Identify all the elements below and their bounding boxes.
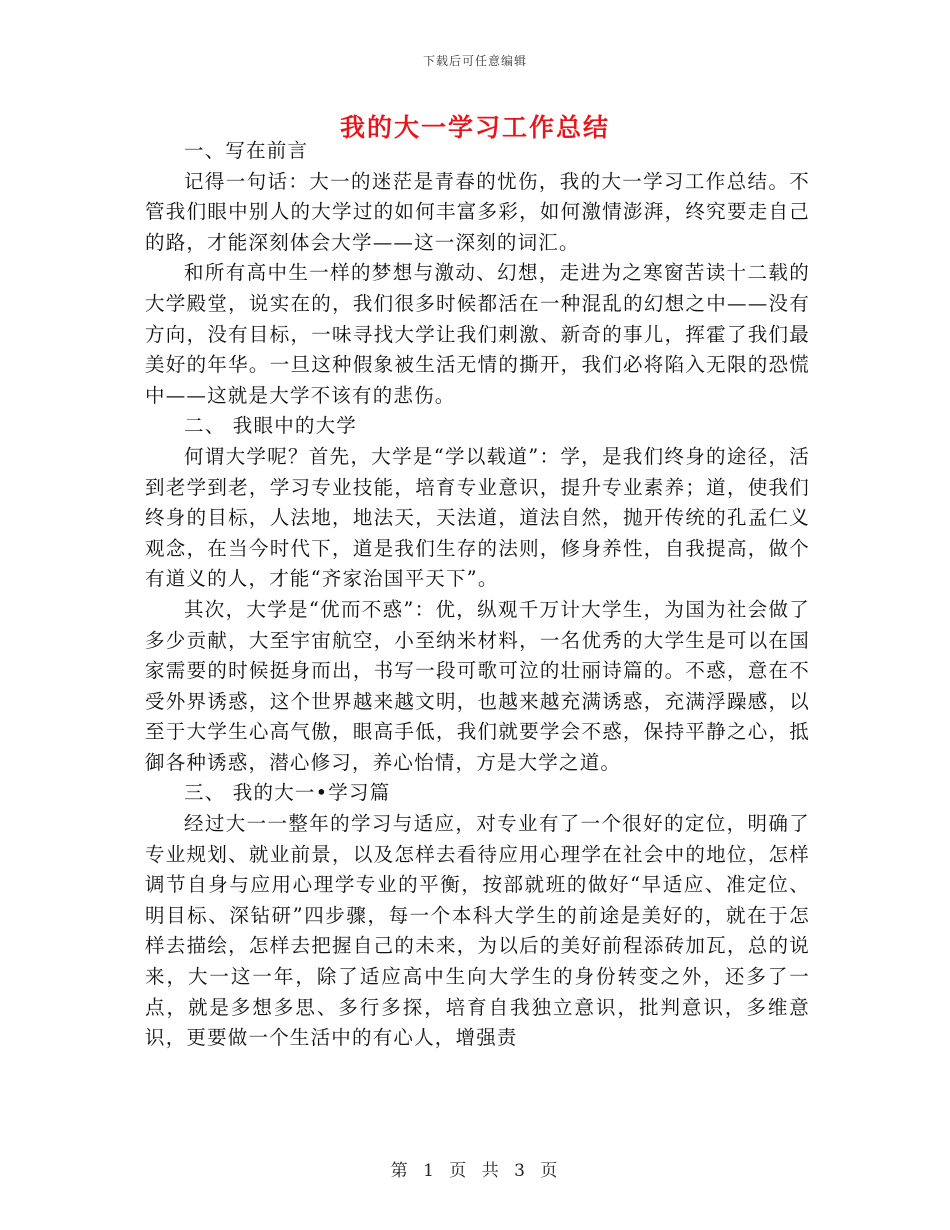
paragraph: 其次，大学是“优而不惑”：优，纵观千万计大学生，为国为社会做了多少贡献，大至宇宙航空，小至纳米材料，一名优秀的大学生是可以在国家需要的时候挺身而出，书写一段可歌可泣的壮丽诗篇的。不惑，意在不受外界诱惑，这个世界越来越文明，也越来越充满诱惑，充满浮躁感，以至于大学生心高气傲，眼高手低，我们就要学会不惑，保持平静之心，抵御各种诱惑，潜心修习，养心怡情，方是大学之道。 — [145, 597, 810, 774]
paragraph: 和所有高中生一样的梦想与激动、幻想，走进为之寒窗苦读十二载的大学殿堂，说实在的，我们很多时候都活在一种混乱的幻想之中——没有方向，没有目标，一味寻找大学让我们刺激、新奇的事儿，挥霍了我们最美好的年华。一旦这种假象被生活无情的撕开，我们必将陷入无限的恐慌中——这就是大学不该有的悲伤。 — [145, 261, 810, 407]
page-number: 第 1 页 共 3 页 — [390, 1161, 560, 1181]
section-heading-preface: 一、写在前言 — [184, 139, 309, 162]
header-note: 下载后可任意编辑 — [422, 54, 527, 68]
section-heading-university-view: 二、 我眼中的大学 — [184, 414, 357, 438]
paragraph: 经过大一一整年的学习与适应，对专业有了一个很好的定位，明确了专业规划、就业前景，以及怎样去看待应用心理学在社会中的地位，怎样调节自身与应用心理学专业的平衡，按部就班的做好“早适应、准定位、明目标、深钻研”四步骤，每一个本科大学生的前途是美好的，就在于怎样去描绘，怎样去把握自己的未来，为以后的美好前程添砖加瓦，总的说来，大一这一年，除了适应高中生向大学生的身份转变之外，还多了一点，就是多想多思、多行多探，培育自我独立意识，批判意识，多维意识，更要做一个生活中的有心人，增强责 — [145, 812, 810, 1050]
paragraph: 何谓大学呢？首先，大学是“学以载道”：学，是我们终身的途径，活到老学到老，学习专业技能，培育专业意识，提升专业素养；道，使我们终身的目标，人法地，地法天，天法道，道法自然，抛开传统的孔孟仁义观念，在当今时代下，道是我们生存的法则，修身养性，自我提高，做个有道义的人，才能“齐家治国平天下”。 — [145, 444, 810, 591]
document-title: 我的大一学习工作总结 — [339, 113, 610, 142]
document-body — [145, 136, 810, 1054]
section-heading-study: 三、 我的大一•学习篇 — [184, 781, 391, 805]
paragraph: 记得一句话：大一的迷茫是青春的忧伤，我的大一学习工作总结。不管我们眼中别人的大学过的如何丰富多彩，如何激情澎湃，终究要走自己的路，才能深刻体会大学——这一深刻的词汇。 — [145, 169, 810, 254]
